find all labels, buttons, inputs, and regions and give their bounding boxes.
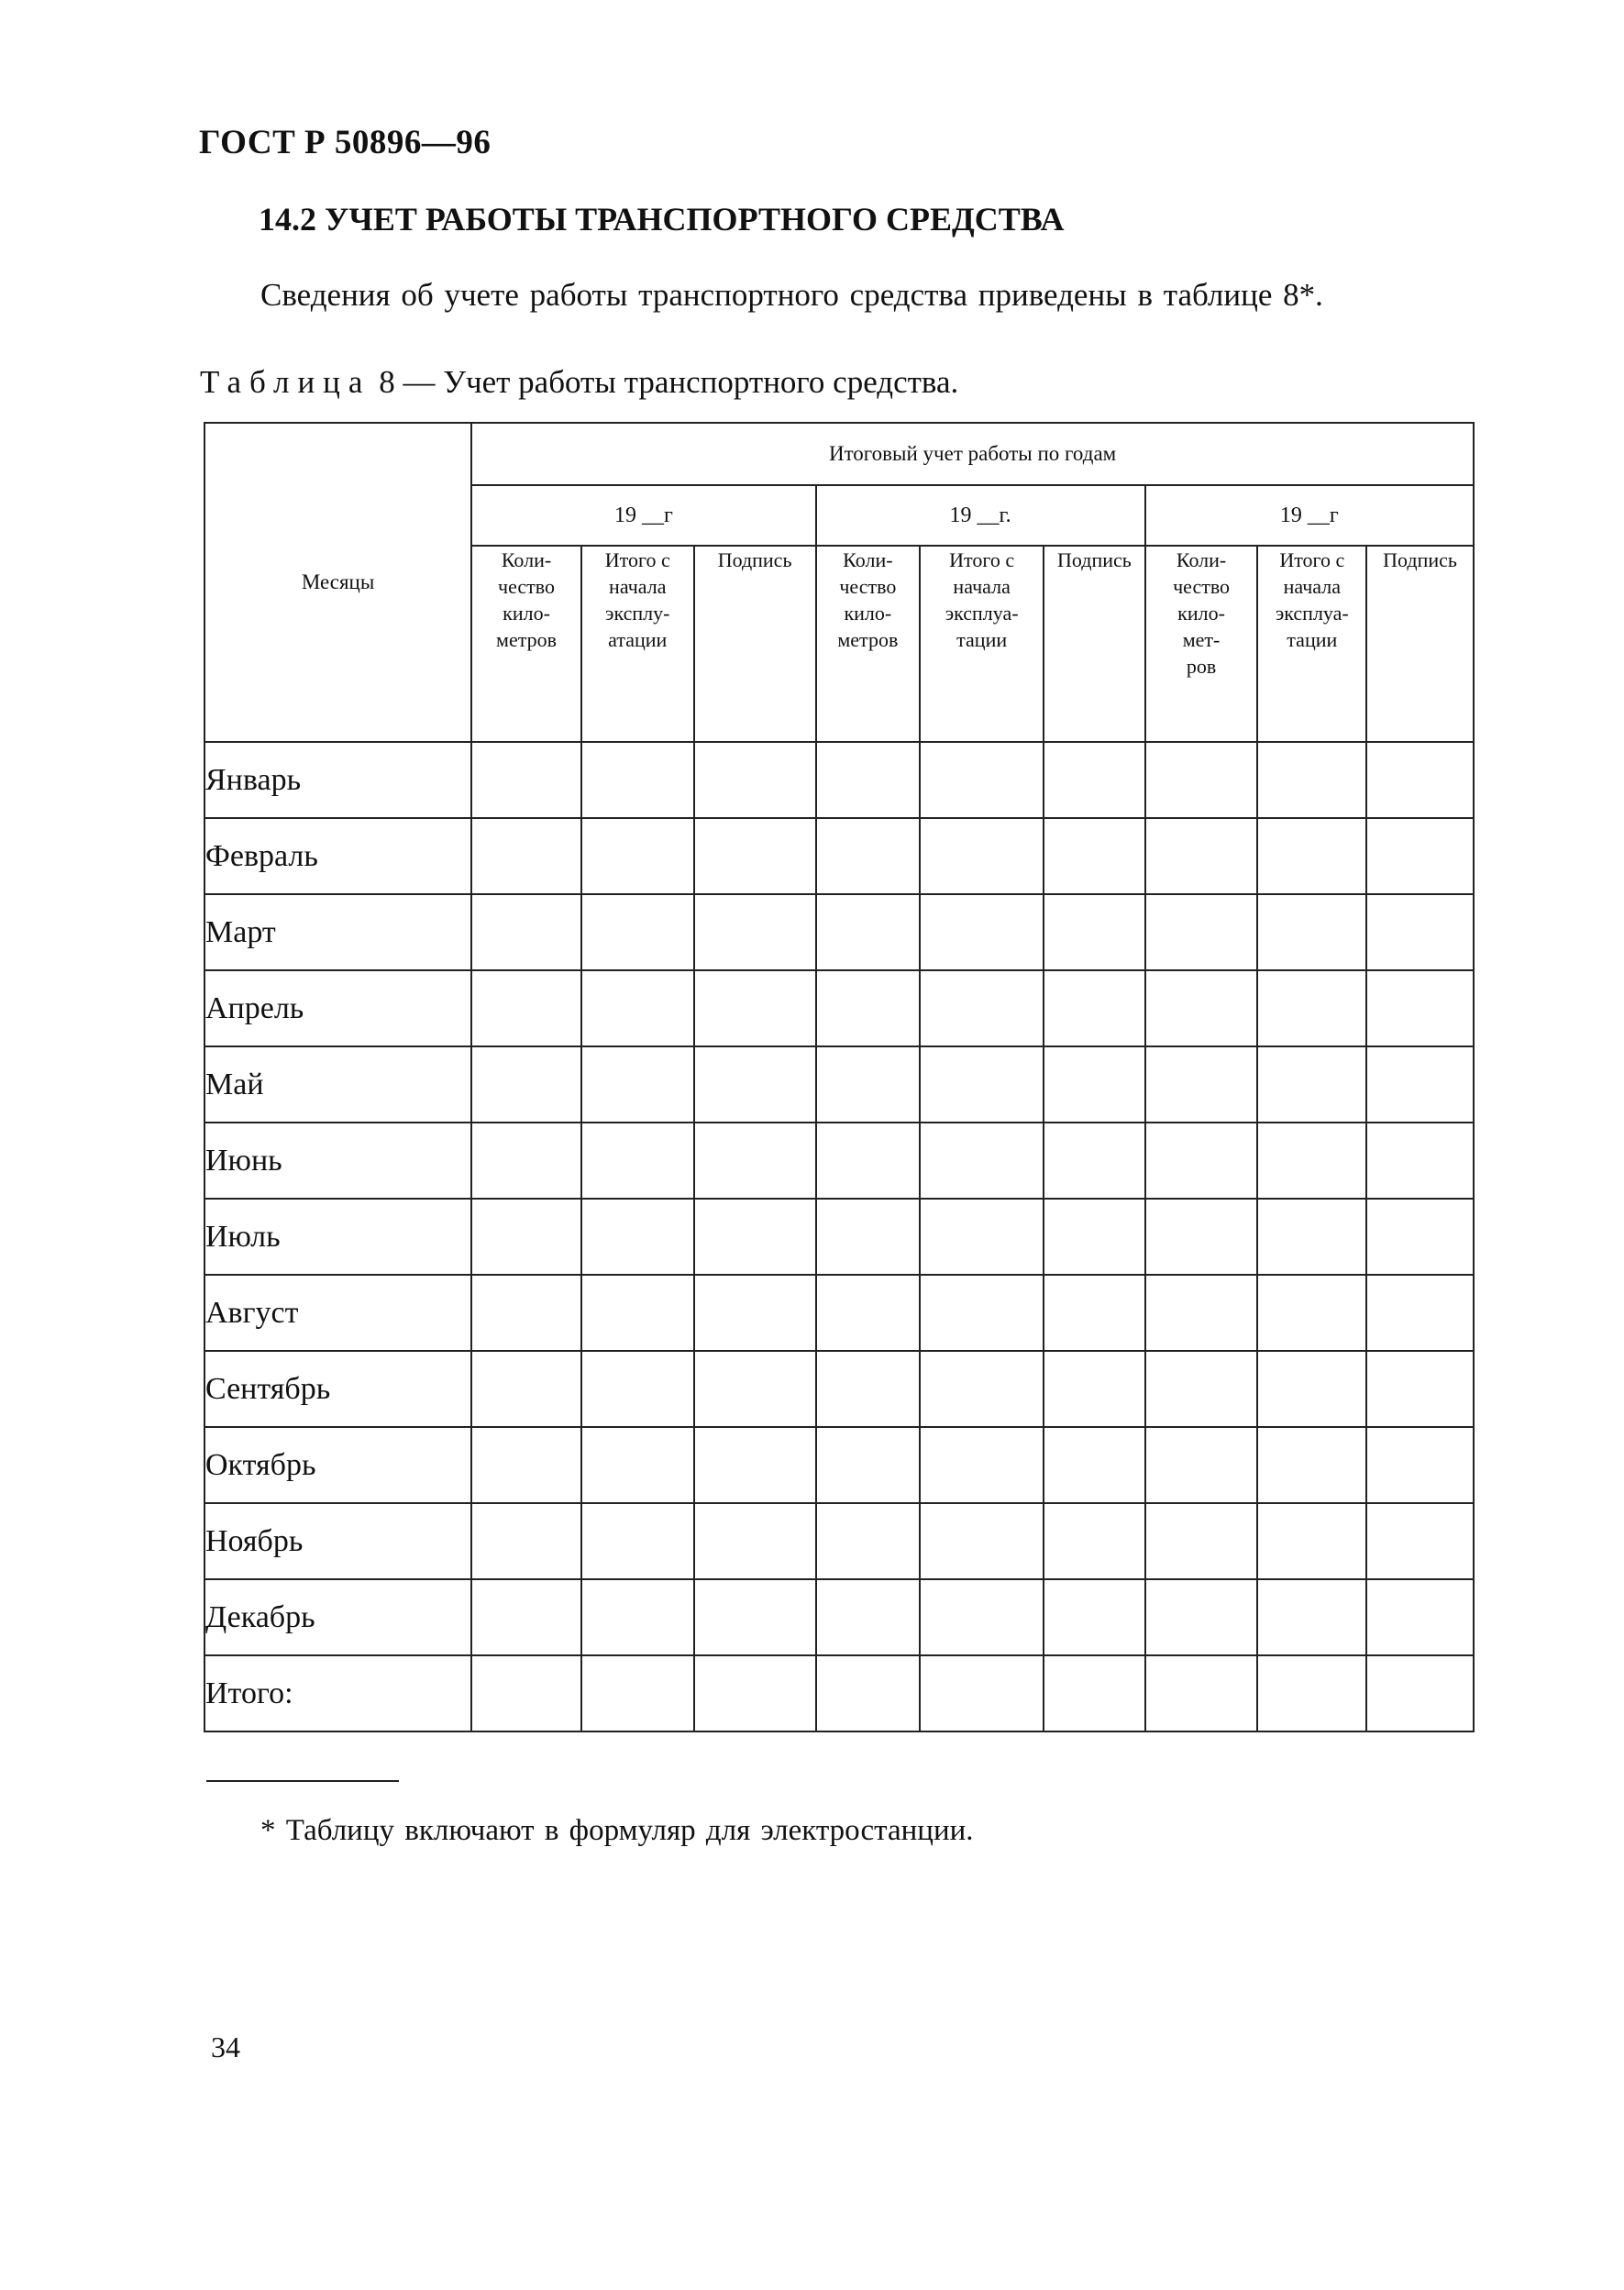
entry-cell: [1044, 742, 1145, 818]
entry-cell: [816, 1655, 921, 1731]
footnote-divider: [206, 1780, 399, 1782]
entry-cell: [1257, 970, 1366, 1046]
entry-cell: [1044, 1275, 1145, 1351]
entry-cell: [1366, 1046, 1474, 1123]
entry-cell: [1044, 894, 1145, 970]
month-label: Ноябрь: [204, 1503, 471, 1579]
section-heading: 14.2 УЧЕТ РАБОТЫ ТРАНСПОРТНОГО СРЕДСТВА: [259, 201, 1065, 238]
entry-cell: [1145, 1579, 1258, 1655]
year-header-1: 19 __г: [471, 485, 815, 546]
total-since-start-column-header: Итого с начала эксплу- атации: [581, 546, 694, 742]
entry-cell: [581, 1199, 694, 1275]
entry-cell: [1257, 894, 1366, 970]
entry-cell: [471, 1275, 581, 1351]
entry-cell: [1257, 1275, 1366, 1351]
entry-cell: [694, 894, 816, 970]
entry-cell: [471, 1199, 581, 1275]
entry-cell: [920, 970, 1044, 1046]
entry-cell: [1044, 970, 1145, 1046]
entry-cell: [471, 894, 581, 970]
entry-cell: [1044, 1199, 1145, 1275]
entry-cell: [694, 1199, 816, 1275]
total-since-start-column-header: Итого с начала эксплуа- тации: [1257, 546, 1366, 742]
entry-cell: [471, 742, 581, 818]
table-row: [204, 1579, 1474, 1655]
entry-cell: [694, 1427, 816, 1503]
entry-cell: [1145, 1427, 1258, 1503]
entry-cell: [920, 894, 1044, 970]
table-row: [204, 1351, 1474, 1427]
entry-cell: [471, 1351, 581, 1427]
month-label: Сентябрь: [204, 1351, 471, 1427]
entry-cell: [920, 1655, 1044, 1731]
kilometers-column-header: Коли- чество кило- метров: [816, 546, 921, 742]
table-row: [204, 894, 1474, 970]
entry-cell: [694, 1046, 816, 1123]
entry-cell: [581, 1655, 694, 1731]
table-row: [204, 1427, 1474, 1503]
entry-cell: [920, 1503, 1044, 1579]
entry-cell: [1366, 1123, 1474, 1199]
month-label: Июнь: [204, 1123, 471, 1199]
entry-cell: [471, 970, 581, 1046]
table-row: [204, 1275, 1474, 1351]
table-row: [204, 1046, 1474, 1123]
entry-cell: [694, 1579, 816, 1655]
month-rows: [204, 742, 1474, 1731]
month-label: Октябрь: [204, 1427, 471, 1503]
entry-cell: [694, 1503, 816, 1579]
year-header-3: 19 __г: [1145, 485, 1474, 546]
entry-cell: [920, 1351, 1044, 1427]
kilometers-column-header: Коли- чество кило- мет- ров: [1145, 546, 1258, 742]
entry-cell: [1044, 1351, 1145, 1427]
entry-cell: [1145, 894, 1258, 970]
entry-cell: [1366, 1275, 1474, 1351]
entry-cell: [816, 1046, 921, 1123]
entry-cell: [1257, 1351, 1366, 1427]
entry-cell: [1044, 818, 1145, 894]
entry-cell: [581, 818, 694, 894]
entry-cell: [816, 1427, 921, 1503]
entry-cell: [1257, 818, 1366, 894]
entry-cell: [581, 1427, 694, 1503]
document-code: ГОСТ Р 50896—96: [199, 124, 492, 161]
entry-cell: [581, 742, 694, 818]
entry-cell: [816, 1351, 921, 1427]
entry-cell: [1044, 1503, 1145, 1579]
entry-cell: [471, 1503, 581, 1579]
entry-cell: [816, 1275, 921, 1351]
entry-cell: [1044, 1579, 1145, 1655]
table-caption-label: Таблица: [200, 364, 371, 400]
entry-cell: [1366, 894, 1474, 970]
entry-cell: [1044, 1046, 1145, 1123]
entry-cell: [1257, 1655, 1366, 1731]
entry-cell: [471, 818, 581, 894]
table-row: [204, 742, 1474, 818]
entry-cell: [920, 1427, 1044, 1503]
entry-cell: [694, 1655, 816, 1731]
footnote: * Таблицу включают в формуляр для электростанции.: [260, 1814, 974, 1847]
entry-cell: [581, 894, 694, 970]
entry-cell: [1366, 742, 1474, 818]
entry-cell: [581, 1275, 694, 1351]
entry-cell: [471, 1046, 581, 1123]
entry-cell: [816, 970, 921, 1046]
entry-cell: [471, 1579, 581, 1655]
entry-cell: [694, 1275, 816, 1351]
entry-cell: [694, 1351, 816, 1427]
entry-cell: [1366, 1503, 1474, 1579]
entry-cell: [694, 970, 816, 1046]
entry-cell: [1366, 1655, 1474, 1731]
entry-cell: [581, 1123, 694, 1199]
entry-cell: [581, 1503, 694, 1579]
table-row: [204, 1123, 1474, 1199]
entry-cell: [1145, 742, 1258, 818]
entry-cell: [1257, 1199, 1366, 1275]
entry-cell: [816, 818, 921, 894]
entry-cell: [1044, 1427, 1145, 1503]
months-column-header: Месяцы: [204, 423, 471, 742]
entry-cell: [471, 1655, 581, 1731]
entry-cell: [816, 742, 921, 818]
entry-cell: [581, 970, 694, 1046]
table-row: [204, 1199, 1474, 1275]
signature-column-header: Подпись: [1366, 546, 1474, 742]
entry-cell: [1257, 1579, 1366, 1655]
intro-paragraph: Сведения об учете работы транспортного средства приведены в таблице 8*.: [260, 277, 1323, 313]
entry-cell: [920, 1275, 1044, 1351]
entry-cell: [581, 1046, 694, 1123]
header-row-group: [204, 423, 1474, 485]
entry-cell: [1145, 1351, 1258, 1427]
entry-cell: [1257, 1046, 1366, 1123]
signature-column-header: Подпись: [694, 546, 816, 742]
table-row: [204, 970, 1474, 1046]
entry-cell: [581, 1351, 694, 1427]
vehicle-work-log-table: [204, 422, 1475, 1732]
entry-cell: [1145, 1046, 1258, 1123]
kilometers-column-header: Коли- чество кило- метров: [471, 546, 581, 742]
entry-cell: [816, 1503, 921, 1579]
month-label: Июль: [204, 1199, 471, 1275]
entry-cell: [694, 818, 816, 894]
entry-cell: [694, 1123, 816, 1199]
entry-cell: [471, 1123, 581, 1199]
entry-cell: [920, 742, 1044, 818]
table-row: [204, 818, 1474, 894]
table-row: [204, 1655, 1474, 1731]
entry-cell: [920, 818, 1044, 894]
entry-cell: [1145, 1123, 1258, 1199]
entry-cell: [920, 1579, 1044, 1655]
entry-cell: [1145, 818, 1258, 894]
entry-cell: [920, 1199, 1044, 1275]
entry-cell: [1366, 1351, 1474, 1427]
entry-cell: [1145, 1275, 1258, 1351]
total-since-start-column-header: Итого с начала эксплуа- тации: [920, 546, 1044, 742]
year-header-2: 19 __г.: [816, 485, 1145, 546]
entry-cell: [1145, 1503, 1258, 1579]
table-caption: [200, 364, 958, 401]
entry-cell: [1257, 1503, 1366, 1579]
entry-cell: [1044, 1123, 1145, 1199]
entry-cell: [1145, 1655, 1258, 1731]
entry-cell: [694, 742, 816, 818]
entry-cell: [816, 1579, 921, 1655]
yearly-summary-header: Итоговый учет работы по годам: [471, 423, 1474, 485]
entry-cell: [816, 1199, 921, 1275]
entry-cell: [1257, 1427, 1366, 1503]
month-label: Декабрь: [204, 1579, 471, 1655]
month-label: Январь: [204, 742, 471, 818]
month-label: Итого:: [204, 1655, 471, 1731]
entry-cell: [1366, 818, 1474, 894]
entry-cell: [816, 894, 921, 970]
entry-cell: [581, 1579, 694, 1655]
entry-cell: [920, 1123, 1044, 1199]
entry-cell: [1145, 1199, 1258, 1275]
entry-cell: [1366, 1427, 1474, 1503]
entry-cell: [1257, 742, 1366, 818]
table-row: [204, 1503, 1474, 1579]
month-label: Февраль: [204, 818, 471, 894]
entry-cell: [1366, 1199, 1474, 1275]
month-label: Август: [204, 1275, 471, 1351]
entry-cell: [1257, 1123, 1366, 1199]
table-caption-text: 8 — Учет работы транспортного средства.: [370, 364, 959, 400]
month-label: Май: [204, 1046, 471, 1123]
entry-cell: [816, 1123, 921, 1199]
month-label: Март: [204, 894, 471, 970]
entry-cell: [1044, 1655, 1145, 1731]
page-number: 34: [211, 2030, 240, 2063]
entry-cell: [1366, 1579, 1474, 1655]
entry-cell: [471, 1427, 581, 1503]
entry-cell: [1366, 970, 1474, 1046]
month-label: Апрель: [204, 970, 471, 1046]
entry-cell: [920, 1046, 1044, 1123]
entry-cell: [1145, 970, 1258, 1046]
signature-column-header: Подпись: [1044, 546, 1145, 742]
